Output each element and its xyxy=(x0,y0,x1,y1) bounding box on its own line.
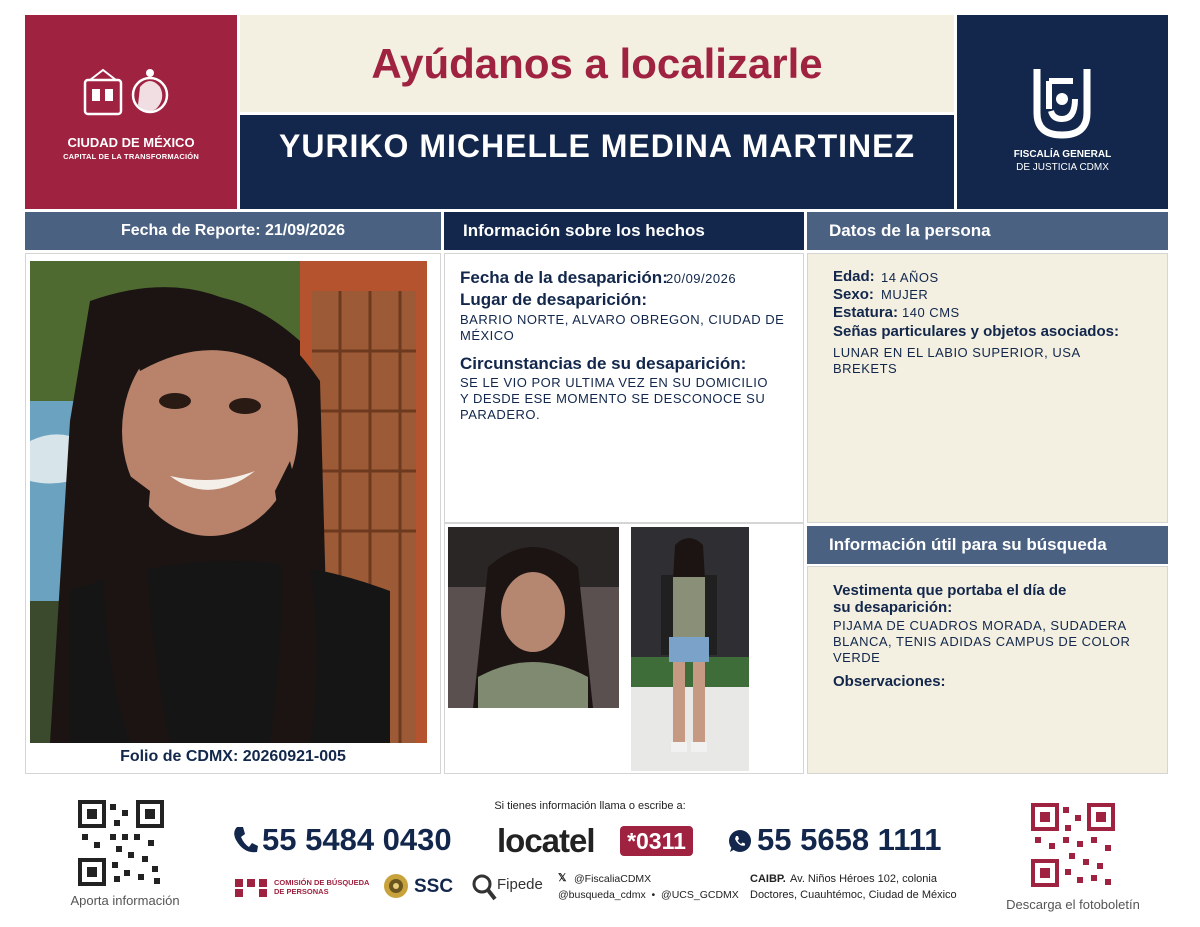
caibp-label: CAIBP. xyxy=(750,873,786,885)
comision-logo-icon xyxy=(235,877,269,897)
height-label: Estatura: xyxy=(833,304,899,321)
person-heading: Datos de la persona xyxy=(807,212,1168,250)
phone-number-2[interactable]: 55 5658 1111 xyxy=(757,822,942,857)
disappearance-place-label: Lugar de desaparición: xyxy=(460,290,648,309)
qr-right-label: Descarga el fotoboletín xyxy=(1006,897,1140,912)
height-value: 140 CMS xyxy=(902,305,960,320)
qr-code-left-icon[interactable] xyxy=(78,800,164,886)
fipede-logo: Fipede xyxy=(497,876,543,893)
cdmx-slogan: CAPITAL DE LA TRANSFORMACIÓN xyxy=(63,152,199,161)
age-value: 14 AÑOS xyxy=(881,270,939,285)
folio-number: Folio de CDMX: 20260921-005 xyxy=(120,748,346,765)
age-label: Edad: xyxy=(833,268,875,285)
fgj-name: FISCALÍA GENERAL xyxy=(1013,149,1112,160)
qr-left-label: Aporta información xyxy=(70,893,180,908)
social-handle-1[interactable]: @FiscaliaCDMX xyxy=(574,873,652,885)
qr-code-right-icon[interactable] xyxy=(1031,803,1115,887)
sex-value: MUJER xyxy=(881,287,929,302)
locatel-number[interactable]: *0311 xyxy=(620,826,693,856)
cdmx-name: CIUDAD DE MÉXICO xyxy=(67,135,195,150)
phone-icon xyxy=(232,824,258,854)
title-panel xyxy=(240,15,954,112)
marks-value: LUNAR EN EL LABIO SUPERIOR, USA BREKETS xyxy=(833,345,1080,376)
clothes-value: PIJAMA DE CUADROS MORADA, SUDADERA BLANCA, TENIS ADIDAS CAMPUS DE COLOR VERDE xyxy=(833,618,1131,665)
main-photo xyxy=(30,261,427,743)
social-handle-2[interactable]: @busqueda_cdmx • @UCS_GCDMX xyxy=(558,889,739,901)
cdmx-logo-panel xyxy=(25,15,237,209)
search-heading: Información útil para su búsqueda xyxy=(807,526,1168,564)
report-date: Fecha de Reporte: 21/09/2026 xyxy=(25,212,441,250)
disappearance-place-value: BARRIO NORTE, ALVARO OBREGON, CIUDAD DE MÉXICO xyxy=(460,312,785,343)
caibp-address-1: Av. Niños Héroes 102, colonia xyxy=(790,873,937,885)
sex-label: Sexo: xyxy=(833,286,874,303)
page-title: Ayúdanos a localizarle xyxy=(371,40,823,87)
comision-name: COMISIÓN DE BÚSQUEDA DE PERSONAS xyxy=(274,878,370,896)
ssc-badge-icon xyxy=(383,873,409,899)
photo-3 xyxy=(631,527,749,771)
fgj-logo-panel xyxy=(957,15,1168,209)
contact-prompt: Si tienes información llama o escribe a: xyxy=(494,800,686,812)
clothes-label-2: su desaparición: xyxy=(833,599,953,616)
whatsapp-icon xyxy=(728,829,752,853)
circumstances-label: Circunstancias de su desaparición: xyxy=(460,354,747,373)
clothes-label-1: Vestimenta que portaba el día de xyxy=(833,582,1067,599)
fgj-emblem-icon xyxy=(1029,63,1095,139)
caibp-address-2: Doctores, Cuauhtémoc, Ciudad de México xyxy=(750,889,957,901)
marks-label: Señas particulares y objetos asociados: xyxy=(833,323,1119,340)
person-name: YURIKO MICHELLE MEDINA MARTINEZ xyxy=(278,128,915,164)
phone-number-1[interactable]: 55 5484 0430 xyxy=(262,822,452,857)
disappearance-date-value: 20/09/2026 xyxy=(666,271,737,286)
x-icon: 𝕏 xyxy=(558,872,567,884)
locatel-logo: locatel xyxy=(497,822,595,859)
photo-2 xyxy=(448,527,619,708)
name-panel xyxy=(240,115,954,209)
ssc-logo: SSC xyxy=(414,876,454,897)
cdmx-emblem-icon xyxy=(80,65,180,130)
observations-label: Observaciones: xyxy=(833,673,946,690)
facts-heading: Información sobre los hechos xyxy=(444,212,804,250)
fipede-magnifier-icon xyxy=(471,873,497,901)
circumstances-value: SE LE VIO POR ULTIMA VEZ EN SU DOMICILIO Y DESDE ESE MOMENTO SE DESCONOCE SU PARADERO. xyxy=(460,375,768,422)
disappearance-date-label: Fecha de la desaparición: xyxy=(460,268,668,287)
fgj-name-2: DE JUSTICIA CDMX xyxy=(1016,162,1109,173)
